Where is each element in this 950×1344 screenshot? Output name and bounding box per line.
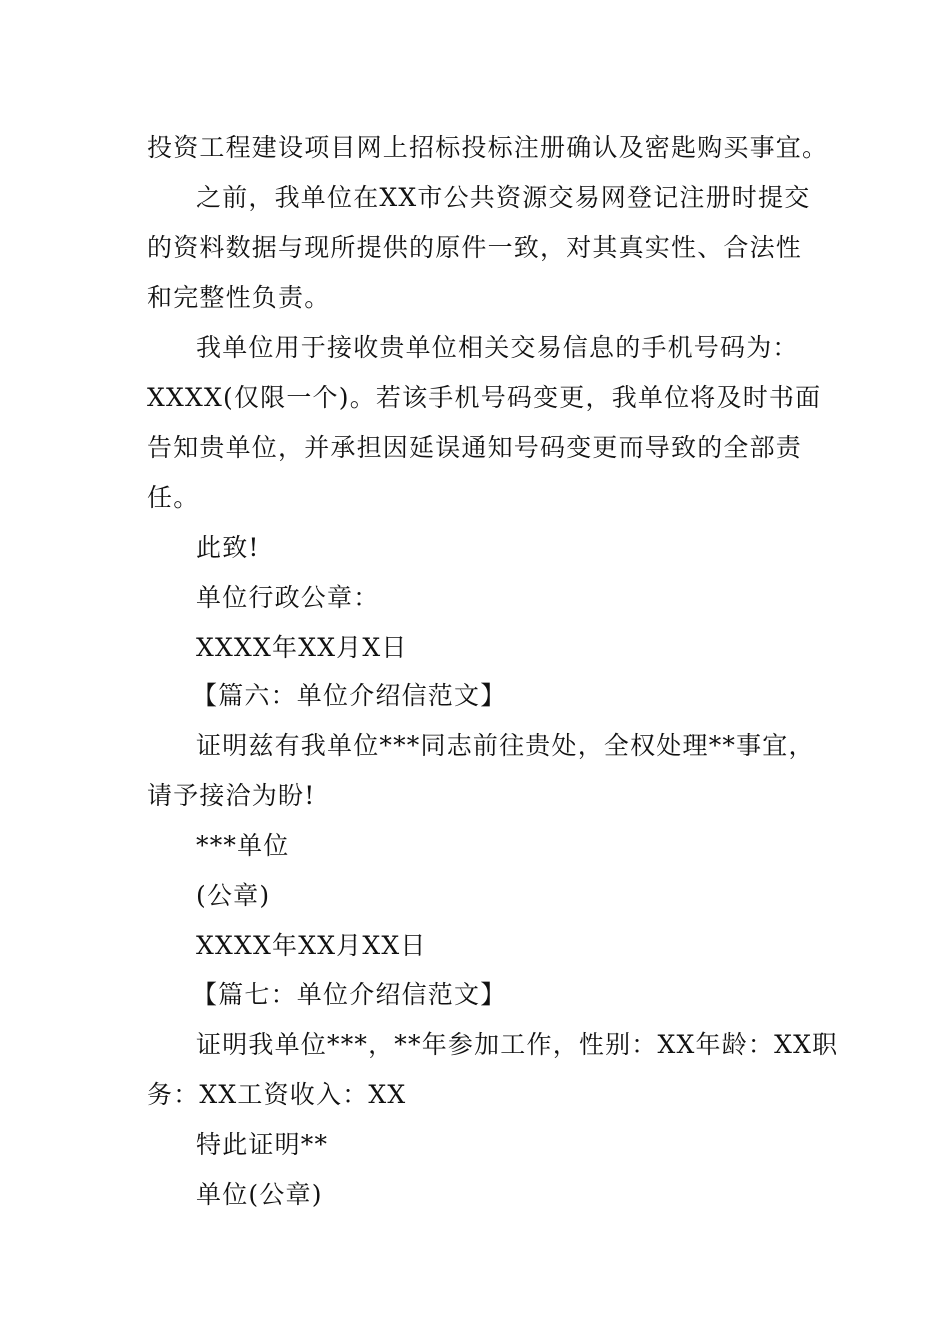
text-line: 务：XX工资收入：XX	[147, 1080, 407, 1109]
text-line: 我单位用于接收贵单位相关交易信息的手机号码为：	[196, 333, 799, 362]
text-line: 此致!	[196, 533, 260, 562]
text-line: 告知贵单位，并承担因延误通知号码变更而导致的全部责	[147, 433, 803, 462]
section-heading: 【篇六：单位介绍信范文】	[192, 681, 507, 710]
text-line: 之前，我单位在XX市公共资源交易网登记注册时提交	[196, 183, 811, 212]
text-line: 单位行政公章：	[196, 583, 380, 612]
text-line: 证明我单位***，**年参加工作，性别：XX年龄：XX职	[196, 1030, 839, 1059]
text-line: 的资料数据与现所提供的原件一致，对其真实性、合法性	[147, 233, 803, 262]
text-line: XXXX年XX月XX日	[196, 931, 427, 960]
text-line: 投资工程建设项目网上招标投标注册确认及密匙购买事宜。	[147, 133, 829, 162]
text-line: 证明兹有我单位***同志前往贵处，全权处理**事宜，	[196, 731, 815, 760]
text-line: 任。	[147, 483, 200, 512]
text-line: XXXX(仅限一个)。若该手机号码变更，我单位将及时书面	[147, 383, 822, 412]
text-line: 请予接洽为盼!	[147, 781, 316, 810]
text-line: (公章)	[196, 881, 271, 910]
text-line: 和完整性负责。	[147, 283, 331, 312]
text-line: ***单位	[196, 831, 290, 860]
text-line: 单位(公章)	[196, 1180, 323, 1209]
section-heading: 【篇七：单位介绍信范文】	[192, 980, 507, 1009]
text-line: 特此证明**	[196, 1130, 329, 1159]
text-line: XXXX年XX月X日	[196, 633, 408, 662]
